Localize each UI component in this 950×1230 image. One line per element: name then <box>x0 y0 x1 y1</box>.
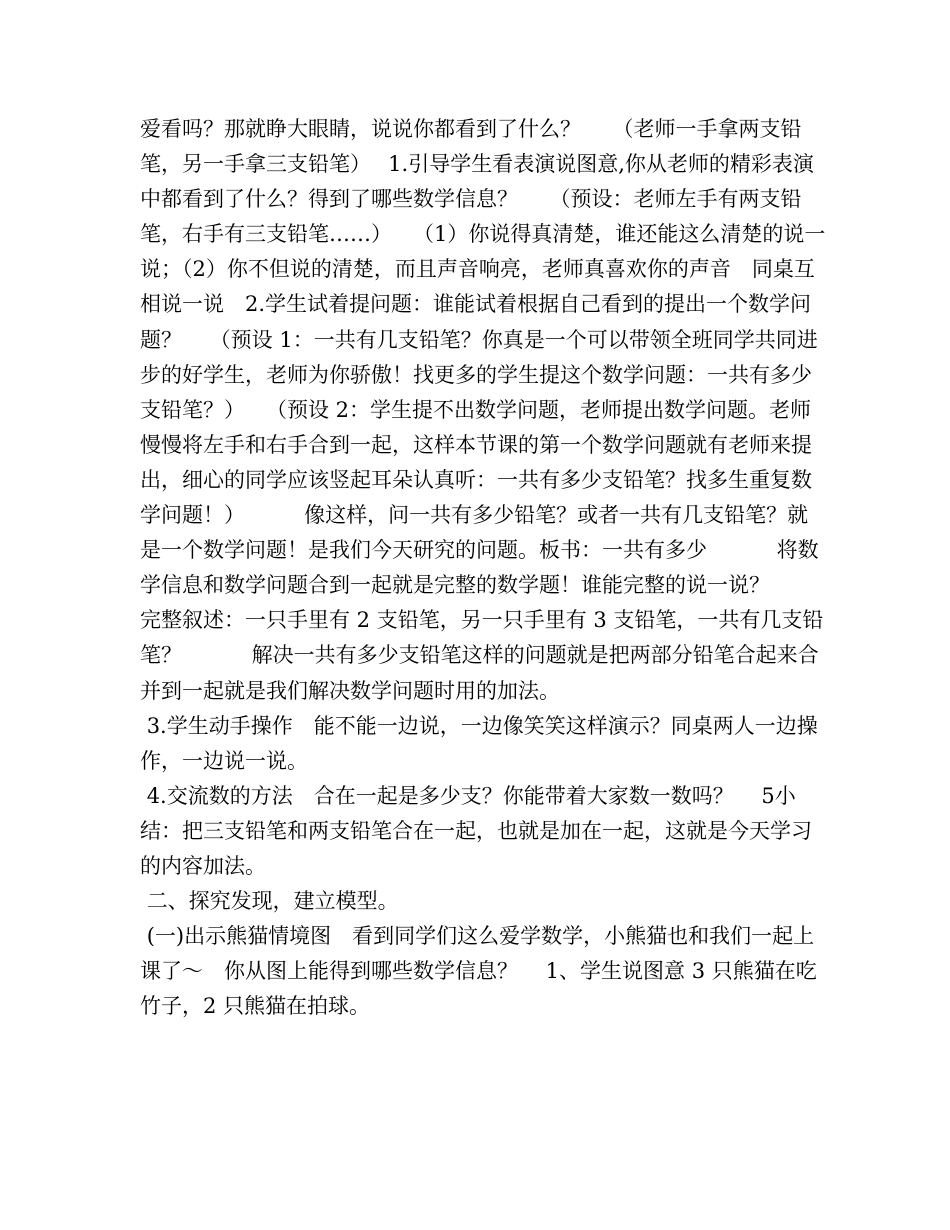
document-body <box>140 112 840 1024</box>
paragraph-hands-on-operation: 3.学生动手操作 能不能一边说，一边像笑笑这样演示？同桌两人一边操作，一边说一说。 <box>140 713 818 773</box>
paragraph-lesson-intro: 爱看吗？那就睁大眼睛，说说你都看到了什么？ （老师一手拿两支铅笔，另一手拿三支铅笔） 1.引导学生看表演说图意,你从老师的精彩表演中都看到了什么？得到了哪些数学信息？ （预设：老师左手有两支铅笔，右手有三支铅笔……） （1）你说得真清楚，谁还能这么清楚的说一说；（2）你不但说的清楚，而且声音响亮，老师真喜欢你的声音 同桌互相说一说 2.学生试着提问题：谁能试着根据自己看到的提出一个数学问题？ （预设 1：一共有几支铅笔？你真是一个可以带领全班同学共同进步的好学生，老师为你骄傲！找更多的学生提这个数学问题：一共有多少支铅笔？） （预设 2：学生提不出数学问题，老师提出数学问题。老师慢慢将左手和右手合到一起，这样本节课的第一个数学问题就有老师来提出，细心的同学应该竖起耳朵认真听：一共有多少支铅笔？找多生重复数学问题！） 像这样，问一共有多少铅笔？或者一共有几支铅笔？就是一个数学问题！是我们今天研究的问题。板书：一共有多少 将数学信息和数学问题合到一起就是完整的数学题！谁能完整的说一说？ 完整叙述：一只手里有 2 支铅笔，另一只手里有 3 支铅笔，一共有几支铅笔？ 解决一共有多少支铅笔这样的问题就是把两部分铅笔合起来合并到一起就是我们解决数学问题时用的加法。 <box>140 117 840 703</box>
paragraph-panda-scene: (一)出示熊猫情境图 看到同学们这么爱学数学，小熊猫也和我们一起上课了～ 你从图上能得到哪些数学信息？ 1、学生说图意 3 只熊猫在吃竹子，2 只熊猫在拍球。 <box>140 924 817 1019</box>
paragraph-section-heading: 二、探究发现，建立模型。 <box>140 889 399 914</box>
paragraph-counting-summary: 4.交流数的方法 合在一起是多少支？你能带着大家数一数吗？ 5小结：把三支铅笔和两支铅笔合在一起，也就是加在一起，这就是今天学习的内容加法。 <box>140 783 812 878</box>
